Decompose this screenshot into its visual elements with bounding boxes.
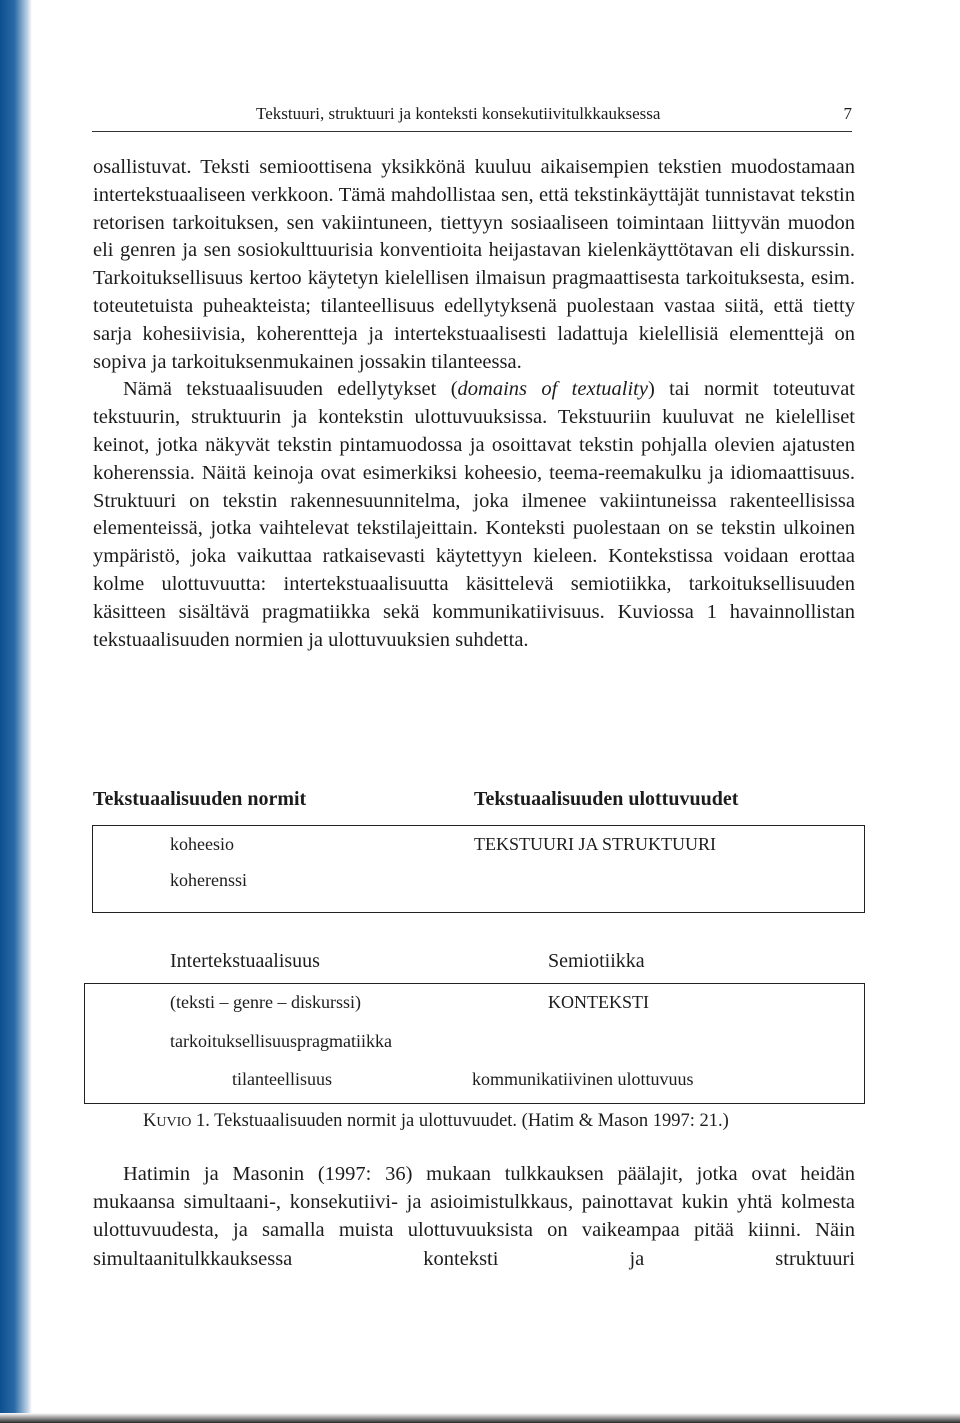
dimension-texture-structure: TEKSTUURI JA STRUKTUURI <box>474 834 717 854</box>
page-number: 7 <box>843 104 852 123</box>
norm-intentionality-pragmatics: tarkoituksellisuuspragmatiikka <box>170 1031 392 1051</box>
paragraph-2 <box>93 376 855 654</box>
paragraph-2-before: Nämä tekstuaalisuuden edellytykset ( <box>123 378 458 401</box>
paragraph-1: osallistuvat. Teksti semioottisena yksikkönä kuuluu aikaisempien tekstien muodostamaan intertekstuaaliseen verkkoon. Tämä mahdollistaa sen, että tekstinkäyttäjät tunnistavat tekstin retorisen tarkoituksen, sen vakiintuneen, tiettyyn sosiaaliseen toimintaan liittyvän muodon eli genren ja sen sosiokulttuurisia konventioita heijastavan kielenkäyttötavan eli diskurssin. Tarkoituksellisuus kertoo käytetyn kielellisen ilmaisun pragmaattisesta tarkoituksesta, esim. toteutetuista puheakteista; tilanteellisuus edellytyksenä puolestaan vastaa siitä, että tietty sarja kohesiivisia, koherentteja ja intertekstuaalisesti ladattuja kielellisiä elementtejä on sopiva ja tarkoituksenmukainen jossakin tilanteessa. <box>93 156 855 373</box>
caption-text: 1. Tekstuaalisuuden normit ja ulottuvuudet. (Hatim & Mason 1997: 21.) <box>191 1111 729 1131</box>
caption-label-first: K <box>143 1111 157 1131</box>
norm-coherence: koherenssi <box>170 870 247 890</box>
paragraph-2-italic-term: domains of textuality <box>457 378 648 401</box>
running-header <box>92 104 852 128</box>
norm-cohesion: koheesio <box>170 834 234 854</box>
dimension-communicative: kommunikatiivinen ulottuvuus <box>472 1069 694 1089</box>
body-text <box>93 154 855 654</box>
dimension-semiotics: Semiotiikka <box>548 950 645 972</box>
figure-right-heading: Tekstuaalisuuden ulottuvuudet <box>474 788 739 810</box>
norm-text-genre-discourse: (teksti – genre – diskurssi) <box>170 992 361 1012</box>
norm-intertextuality: Intertekstuaalisuus <box>170 950 320 972</box>
paragraph-3: Hatimin ja Masonin (1997: 36) mukaan tulkkauksen päälajit, jotka ovat heidän mukaansa simultaani-, konsekutiivi- ja asioimistulkkaus, painottavat kukin yhtä kolmesta ulottuvuudesta, ja samalla muista ulottuvuuksista on vaikeampaa pitää kiinni. Näin simultaanitulkkauksessa konteksti ja struktuuri <box>93 1163 855 1270</box>
paragraph-2-after: ) tai normit toteutuvat tekstuurin, struktuurin ja kontekstin ulottuvuuksissa. Tekstuuriin kuuluvat ne kielelliset keinot, jotka näkyvät tekstin pintamuodossa ja osoittavat tekstin pohjalla olevien ajatusten koherenssia. Näitä keinoja ovat esimerkiksi koheesio, teema-reemakulku ja idiomaattisuus. Struktuuri on tekstin rakennesuunnitelma, joka ilmenee vakiintuneissa rakenteellisissa elementeissä, jotka vaihtelevat tekstilajeittain. Konteksti puolestaan on se tekstin ulkoinen ympäristö, joka vaikuttaa ratkaisevasti käytettyyn kieleen. Kontekstissa voidaan erottaa kolme ulottuvuutta: intertekstuaalisuutta käsittelevä semiotiikka, tarkoituksellisuuden käsitteen sisältävä pragmatiikka sekä kommunikatiivisuus. Kuviossa 1 havainnollistan tekstuaalisuuden normien ja ulottuvuuksien suhdetta. <box>93 378 856 651</box>
caption-label-rest: UVIO <box>156 1115 192 1130</box>
body-text-continued <box>93 1160 855 1273</box>
figure-caption <box>143 1111 729 1132</box>
header-rule <box>92 131 852 132</box>
book-spine-shadow <box>0 0 32 1423</box>
dimension-context: KONTEKSTI <box>548 992 649 1012</box>
running-header-title: Tekstuuri, struktuuri ja konteksti konsekutiivitulkkauksessa <box>256 104 661 123</box>
page-bottom-edge <box>0 1413 960 1423</box>
norm-situationality: tilanteellisuus <box>232 1069 332 1089</box>
figure-left-heading: Tekstuaalisuuden normit <box>93 788 307 810</box>
